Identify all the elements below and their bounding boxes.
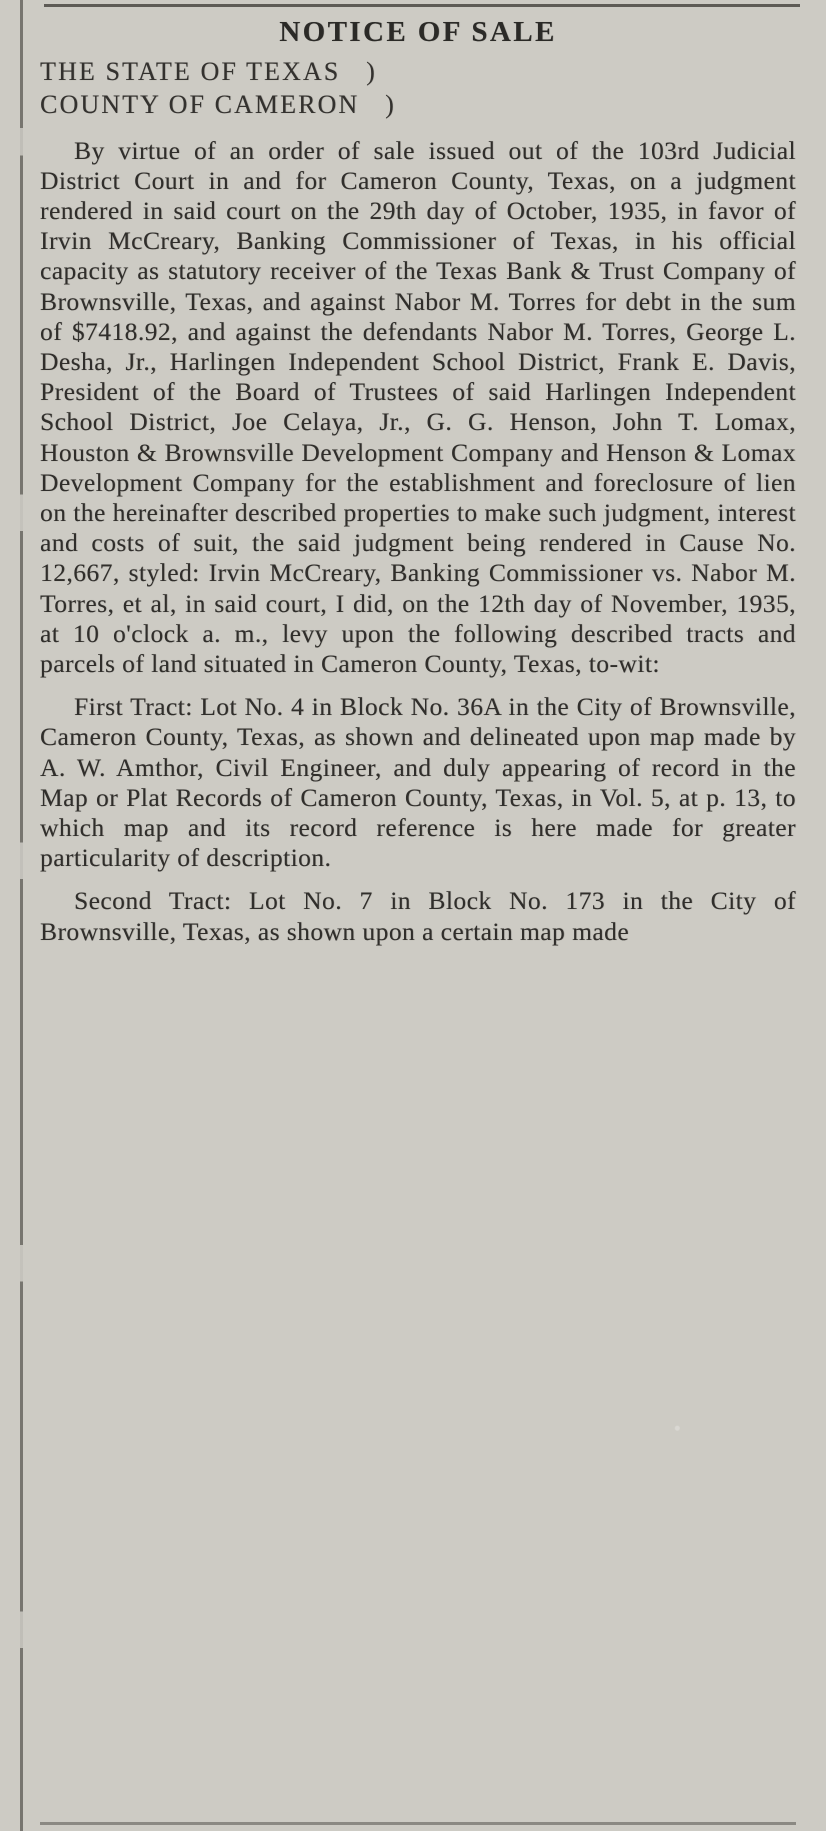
article-body — [40, 136, 796, 947]
state-line: THE STATE OF TEXAS ) — [40, 57, 377, 86]
article-content — [40, 10, 796, 947]
column-divider-rule — [20, 0, 23, 1831]
county-line: COUNTY OF CAMERON ) — [40, 90, 396, 120]
page-title: NOTICE OF SALE — [279, 16, 557, 48]
article-paragraph: First Tract: Lot No. 4 in Block No. 36A in the City of Brownsville, Cameron County, Texas, as shown and delineated upon map made by A. W. Amthor, Civil Engineer, and duly appearing of record in the Map or Plat Records of Cameron County, Texas, in Vol. 5, at p. 13, to which map and its record reference is here made for greater particularity of description. — [40, 692, 796, 873]
top-horizontal-rule — [44, 4, 800, 7]
article-paragraph: By virtue of an order of sale issued out of the 103rd Judicial District Court in and for Cameron County, Texas, on a judgment rendered in said court on the 29th day of October, 1935, in favor of Irvin McCreary, Banking Commissioner of Texas, in his official capacity as statutory receiver of the Texas Bank & Trust Company of Brownsville, Texas, and against Nabor M. Torres for debt in the sum of $7418.92, and against the defendants Nabor M. Torres, George L. Desha, Jr., Harlingen Independent School District, Frank E. Davis, President of the Board of Trustees of said Harlingen Independent School District, Joe Celaya, Jr., G. G. Henson, John T. Lomax, Houston & Brownsville Development Company and Henson & Lomax Development Company for the establishment and foreclosure of lien on the hereinafter described properties to make such judgment, interest and costs of suit, the said judgment being rendered in Cause No. 12,667, styled: Irvin McCreary, Banking Commissioner vs. Nabor M. Torres, et al, in said court, I did, on the 12th day of November, 1935, at 10 o'clock a. m., levy upon the following described tracts and parcels of land situated in Cameron County, Texas, to-wit: — [40, 135, 796, 678]
bottom-horizontal-rule — [40, 1822, 796, 1825]
article-paragraph: Second Tract: Lot No. 7 in Block No. 173 in the City of Brownsville, Texas, as shown upon a certain map made — [40, 886, 796, 946]
